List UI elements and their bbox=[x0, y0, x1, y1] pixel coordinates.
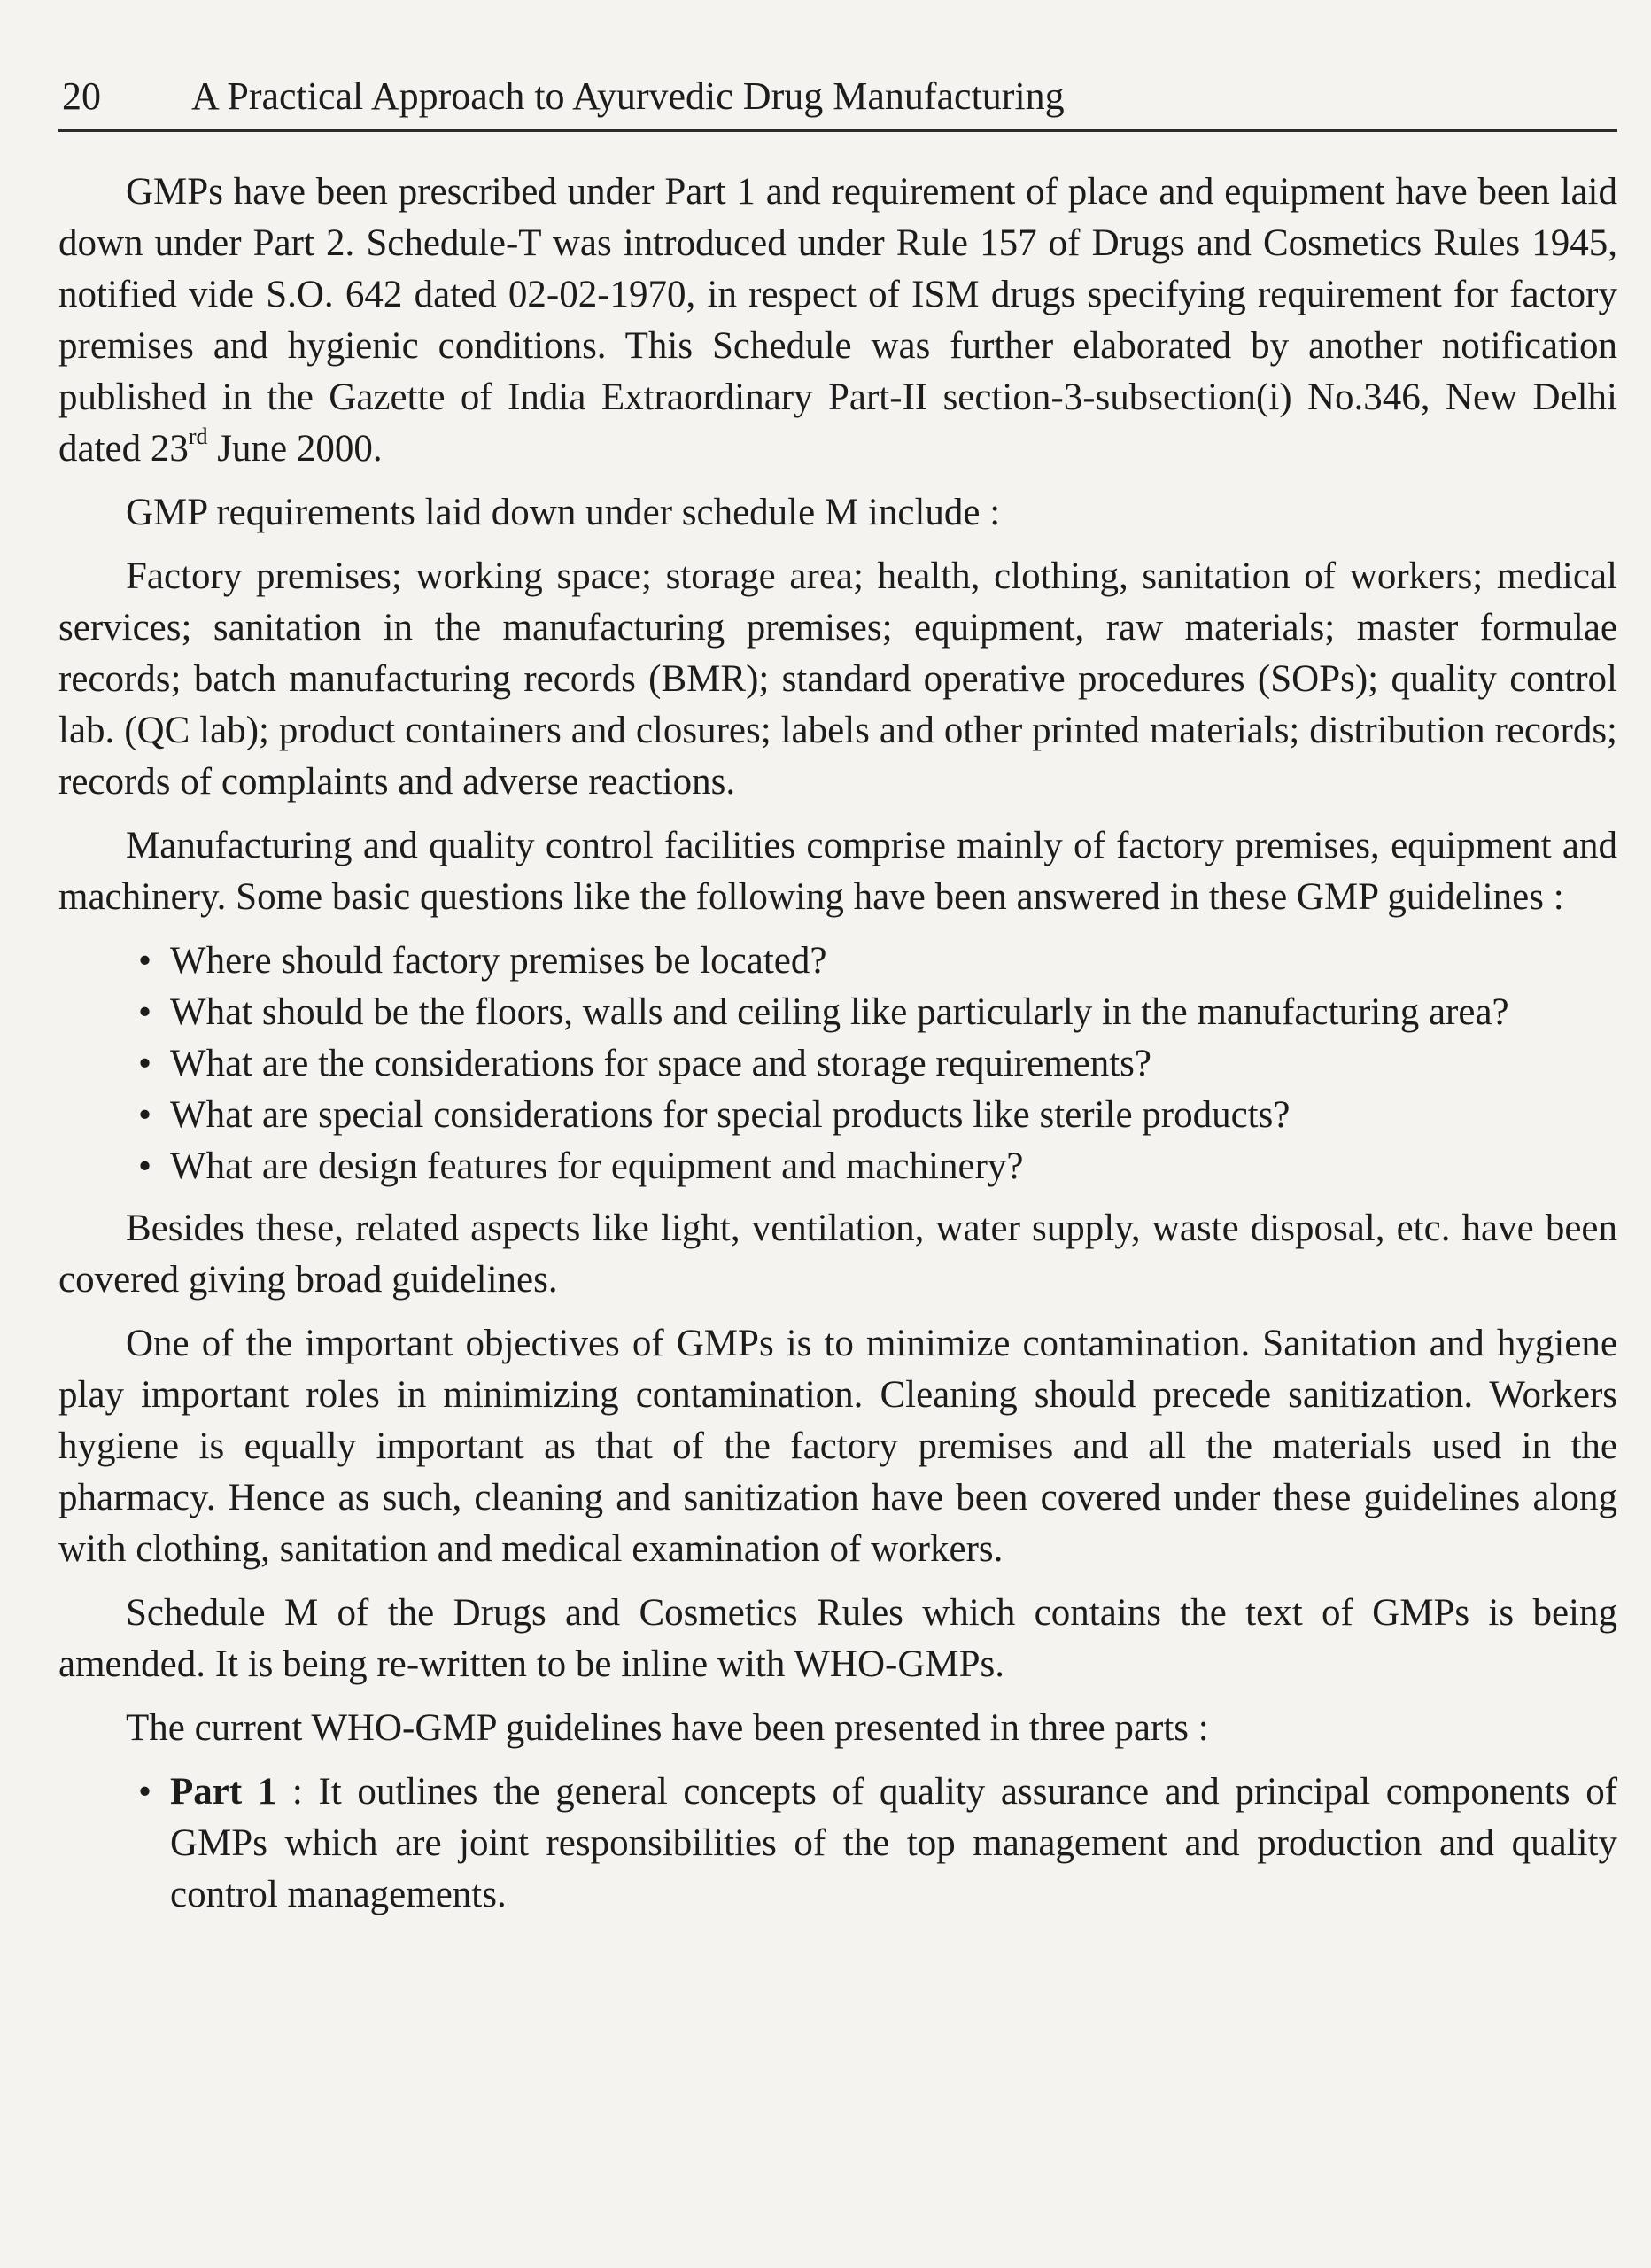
running-title: A Practical Approach to Ayurvedic Drug Manufacturing bbox=[191, 74, 1065, 118]
paragraph-who-gmp-parts: The current WHO-GMP guidelines have been presented in three parts : bbox=[126, 1707, 1209, 1749]
page-number: 20 bbox=[62, 74, 101, 118]
page-body bbox=[58, 167, 1617, 1931]
paragraph-gmp-prescribed-text: GMPs have been prescribed under Part 1 and requirement of place and equipment have been laid down under Part 2. Schedule-T was introduced under Rule 157 of Drugs and Cosmetics Rules 1945, notified vide S.O. 642 dated 02-02-1970, in respect of ISM drugs specifying requirement for factory premises and hygienic conditions. This Schedule was further elaborated by another notification published in the Gazette of India Extraordinary Part-II section-3-subsection(i) No.346, New Delhi dated 23 bbox=[58, 171, 1617, 470]
paragraph-gmp-prescribed-tail: June 2000. bbox=[207, 428, 383, 470]
part-description: It outlines the general concepts of quality assurance and principal components of GMPs which are joint responsibilities of the top management and production and quality control managements. bbox=[170, 1771, 1618, 1915]
questions-list bbox=[58, 936, 1617, 1192]
list-item: • What are special considerations for special products like sterile products? bbox=[58, 1090, 1617, 1141]
date-ordinal-suffix: rd bbox=[188, 423, 208, 449]
page-header bbox=[58, 66, 1617, 128]
header-rule bbox=[58, 129, 1617, 132]
part-label: Part 1 bbox=[170, 1771, 277, 1813]
paragraph-contamination: One of the important objectives of GMPs is to minimize contamination. Sanitation and hygiene play important roles in minimizing contamination. Cleaning should precede sanitization. Workers hygiene is equally important as that of the factory premises and all the materials used in the pharmacy. Hence as such, cleaning and sanitization have been covered under these guidelines along with clothing, sanitation and medical examination of workers. bbox=[58, 1323, 1617, 1570]
book-page bbox=[58, 0, 1617, 2268]
paragraph-gmp-prescribed bbox=[58, 167, 1617, 475]
paragraph-related-aspects: Besides these, related aspects like light, ventilation, water supply, waste disposal, etc. have been covered giving broad guidelines. bbox=[58, 1208, 1617, 1301]
list-item bbox=[58, 1767, 1617, 1921]
paragraph-requirements-list: Factory premises; working space; storage area; health, clothing, sanitation of workers; medical services; sanitation in the manufacturing premises; equipment, raw materials; master formulae records; batch manufacturing records (BMR); standard operative procedures (SOPs); quality control lab. (QC lab); product containers and closures; labels and other printed materials; distribution records; records of complaints and adverse reactions. bbox=[58, 555, 1617, 803]
list-item: • What are the considerations for space and storage requirements? bbox=[58, 1038, 1617, 1090]
list-item: • Where should factory premises be located? bbox=[58, 936, 1617, 987]
parts-list bbox=[58, 1767, 1617, 1921]
list-item: • What are design features for equipment and machinery? bbox=[58, 1141, 1617, 1192]
paragraph-schedule-m-intro: GMP requirements laid down under schedule M include : bbox=[126, 492, 1001, 533]
paragraph-facilities: Manufacturing and quality control facilities comprise mainly of factory premises, equipment and machinery. Some basic questions like the following have been answered in these GMP guidelines : bbox=[58, 825, 1617, 918]
paragraph-schedule-m-amended: Schedule M of the Drugs and Cosmetics Rules which contains the text of GMPs is being amended. It is being re-written to be inline with WHO-GMPs. bbox=[58, 1592, 1617, 1685]
part-separator: : bbox=[276, 1771, 319, 1813]
list-item: • What should be the floors, walls and ceiling like particularly in the manufacturing area? bbox=[58, 987, 1617, 1038]
